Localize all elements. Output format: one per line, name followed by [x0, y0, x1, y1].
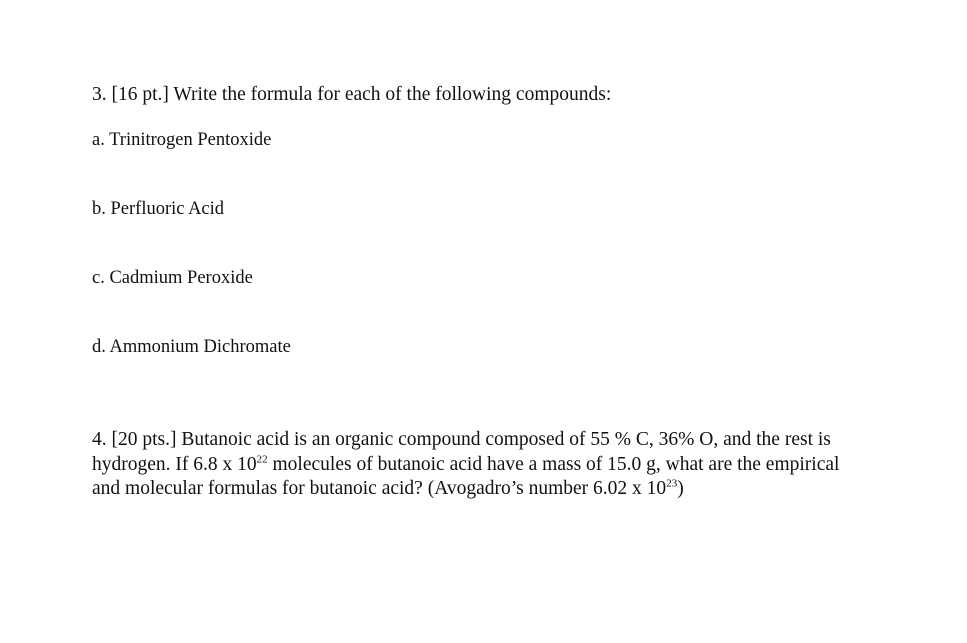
question-4-line-2-post: molecules of butanoic acid have a mass of 15.0 g, what are the empirical [267, 453, 840, 475]
question-3-item-b: b. Perfluoric Acid [92, 199, 225, 219]
exponent-23: 23 [666, 477, 678, 490]
question-3-heading: 3. [16 pt.] Write the formula for each of the following compounds: [92, 84, 612, 105]
question-4-line-2-pre: hydrogen. If 6.8 x 10 [92, 453, 257, 475]
question-4-line-1: 4. [20 pts.] Butanoic acid is an organic compound composed of 55 % C, 36% O, and the rest is [92, 429, 831, 450]
question-4-paragraph [92, 428, 892, 502]
question-4-line-2 [92, 453, 892, 478]
question-3-item-a: a. Trinitrogen Pentoxide [92, 130, 272, 150]
question-4-line-3-post: ) [677, 478, 684, 499]
question-3-item-d: d. Ammonium Dichromate [92, 337, 291, 357]
question-4-line-3 [92, 477, 892, 502]
question-3-item-c: c. Cadmium Peroxide [92, 268, 253, 288]
exponent-22: 22 [256, 453, 268, 465]
question-4-line-3-pre: and molecular formulas for butanoic acid? (Avogadro’s number 6.02 x 10 [92, 478, 667, 499]
